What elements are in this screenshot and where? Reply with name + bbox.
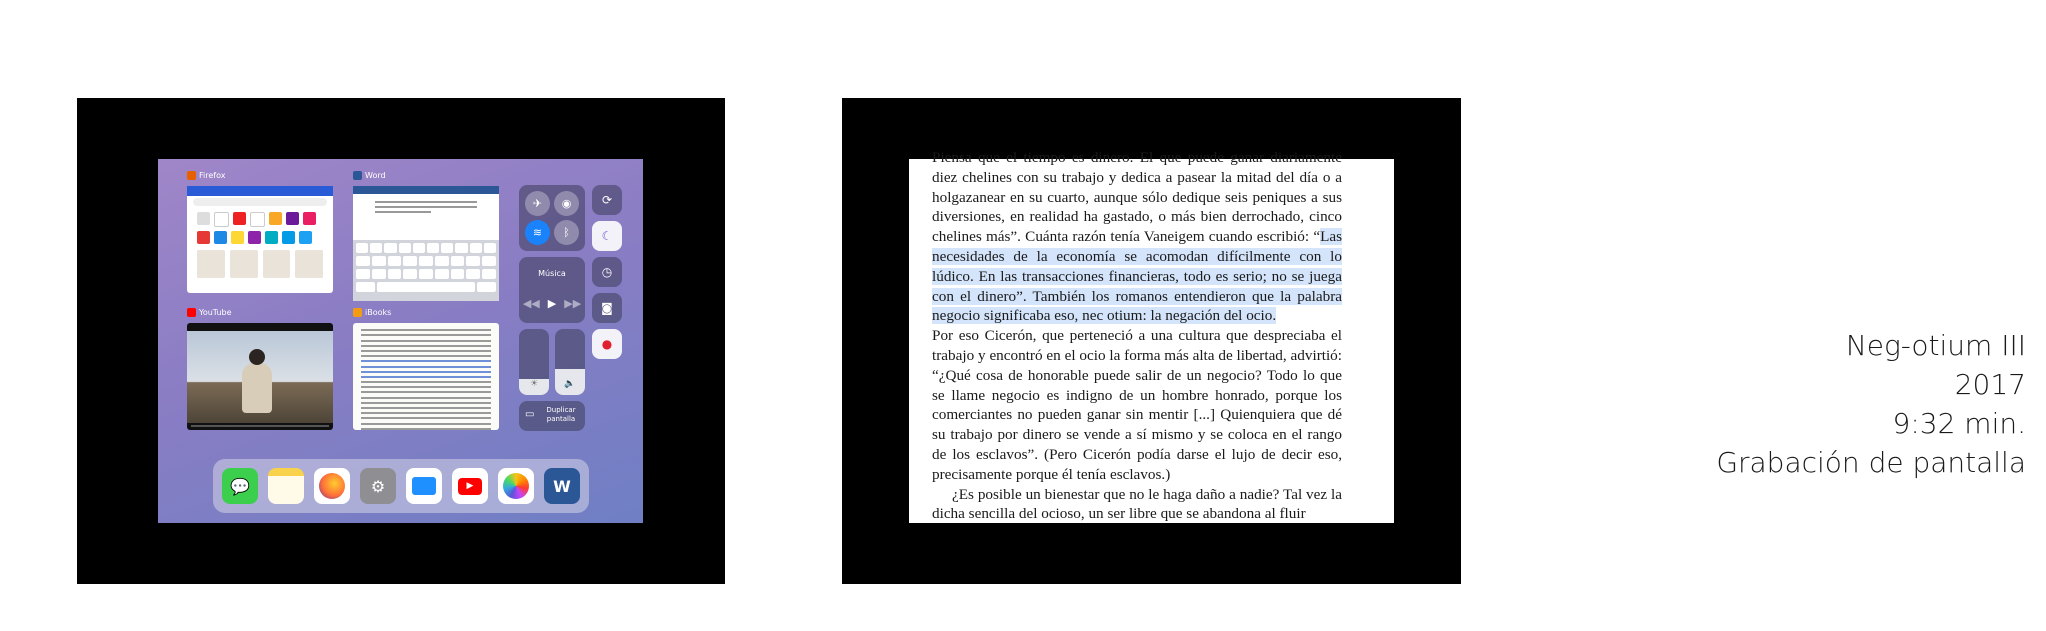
mirror-label: Duplicar pantalla	[546, 406, 576, 423]
play-icon[interactable]: ▶	[547, 297, 557, 310]
music-label: Música	[538, 269, 566, 278]
previous-icon[interactable]: ◀◀	[522, 297, 540, 310]
artwork-year: 2017	[1954, 368, 2026, 401]
speaker-icon: 🔈	[564, 379, 576, 389]
book-paragraph	[932, 148, 1342, 326]
camera-icon[interactable]: ◙	[592, 293, 622, 323]
settings-icon[interactable]: ⚙	[360, 468, 396, 504]
youtube-icon[interactable]: ▶	[452, 468, 488, 504]
app-label-word: Word	[353, 171, 386, 180]
app-label-ibooks: iBooks	[353, 308, 391, 317]
messages-icon[interactable]: 💬	[222, 468, 258, 504]
artwork-title: Neg-otium III	[1845, 329, 2026, 362]
firefox-icon[interactable]	[314, 468, 350, 504]
airplane-icon[interactable]: ✈	[525, 191, 550, 216]
firefox-icon	[187, 171, 196, 180]
video-frame-right	[842, 98, 1461, 584]
files-icon[interactable]	[406, 468, 442, 504]
photos-icon[interactable]	[498, 468, 534, 504]
book-paragraph: Por eso Cicerón, que perteneció a una cultura que despreciaba el trabajo y encontró en el ocio la forma más alta de libertad, advirtió: “¿Qué cosa de honorable puede salir de un negocio? Todo lo que se llame negocio es indigno de un hombre honrado, porque los comerciantes no pueden ganar sin mentir [...] Quienquiera que dé su trabajo por dinero se vende a sí mismo y se coloca en el rango de los esclavos”. (Pero Cicerón podía darse el lujo de decir eso, precisamente porque él tenía esclavos.)	[932, 327, 1342, 483]
volume-slider[interactable]	[555, 329, 585, 395]
artwork-caption	[1716, 326, 2026, 482]
book-paragraph: ¿Es posible un bienestar que no le haga daño a nadie? Tal vez la dicha sencilla del ocioso, un ser libre que se abandona al fluir	[932, 485, 1342, 523]
video-frame-left	[77, 98, 725, 584]
app-card-youtube[interactable]	[187, 323, 333, 430]
airplay-icon: ▭	[525, 409, 535, 420]
book-page	[909, 149, 1394, 523]
timer-icon[interactable]: ◷	[592, 257, 622, 287]
artwork-duration: 9:32 min.	[1892, 407, 2026, 440]
bluetooth-icon[interactable]: ᛒ	[554, 220, 579, 245]
notes-icon[interactable]	[268, 468, 304, 504]
app-card-firefox[interactable]	[187, 186, 333, 293]
word-icon	[353, 171, 362, 180]
brightness-slider[interactable]	[519, 329, 549, 395]
highlighted-text[interactable]: Las necesidades de la economía se acomodan difícilmente con lo lúdico. En las transacciones financieras, todo es serio; no se juega con el dinero”. También los romanos entendieron que la palabra negocio significaba eso, nec otium: la negación del ocio.	[932, 228, 1342, 325]
music-panel	[519, 257, 585, 323]
wifi-icon[interactable]: ≋	[525, 220, 550, 245]
app-card-ibooks[interactable]	[353, 323, 499, 430]
sun-icon: ☀	[529, 379, 539, 389]
book-text: Piensa que el tiempo es dinero. El que puede ganar diariamente diez chelines con su trabajo y dedica a pasear la mitad del día o a holgazanear en su cuarto, aunque sólo dedique seis peniques a sus diversiones, en realidad ha gastado, o más bien derrochado, cinco chelines más”. Cuánta razón tenía Vaneigem cuando escribió: “	[932, 149, 1342, 246]
connectivity-panel	[519, 185, 585, 251]
rotation-lock-icon[interactable]: ⟳	[592, 185, 622, 215]
ibooks-icon	[353, 308, 362, 317]
word-icon[interactable]: W	[544, 468, 580, 504]
screen-record-icon[interactable]: ●	[592, 329, 622, 359]
artwork-medium: Grabación de pantalla	[1716, 446, 2026, 479]
onscreen-keyboard	[353, 240, 499, 301]
dock	[213, 459, 589, 513]
youtube-icon	[187, 308, 196, 317]
next-icon[interactable]: ▶▶	[564, 297, 582, 310]
app-label-firefox: Firefox	[187, 171, 225, 180]
airdrop-icon[interactable]: ◉	[554, 191, 579, 216]
app-card-word[interactable]	[353, 186, 499, 293]
screen-mirroring-button[interactable]	[519, 401, 585, 431]
app-label-youtube: YouTube	[187, 308, 232, 317]
ipad-app-switcher	[158, 159, 643, 523]
do-not-disturb-icon[interactable]: ☾	[592, 221, 622, 251]
